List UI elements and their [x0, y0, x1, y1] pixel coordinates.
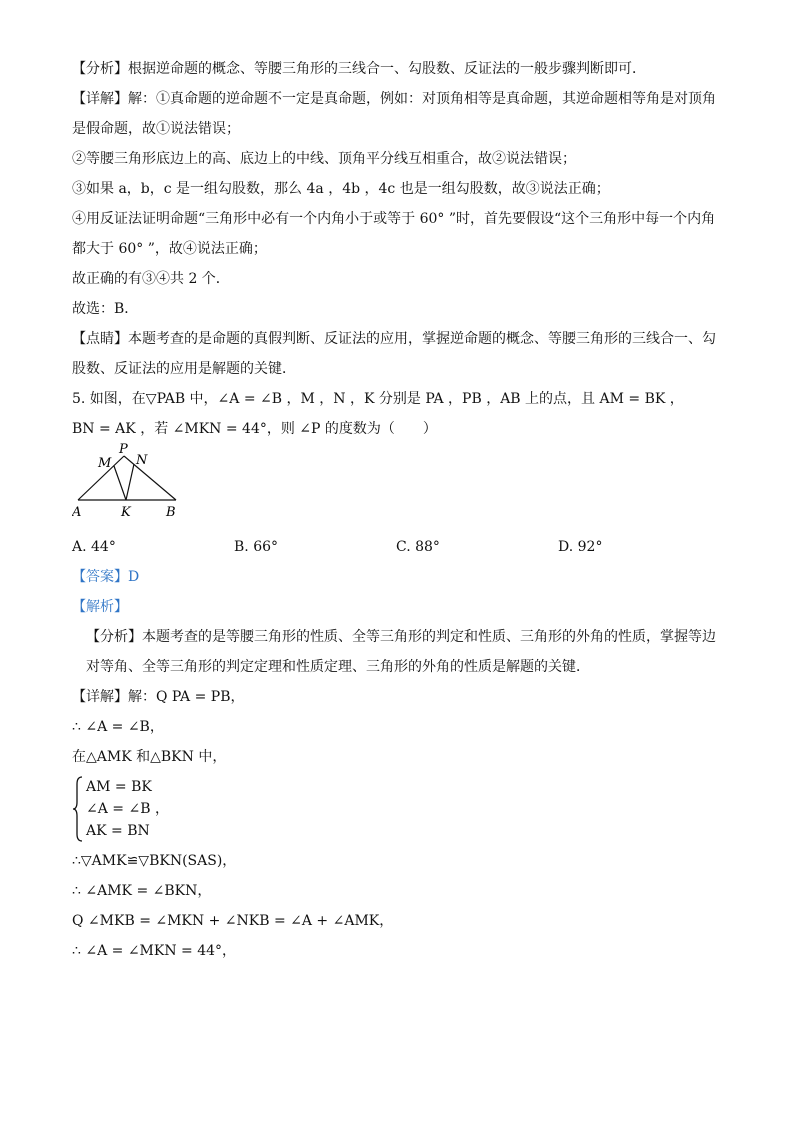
option-b: B. 66° [234, 539, 279, 555]
triangle-diagram [72, 442, 212, 522]
left-brace-icon [72, 776, 84, 842]
detail-line-5: ④用反证法证明命题“三角形中必有一个内角小于或等于 60° ”时，首先要假设“这个三角形中每一个内角 [72, 211, 716, 227]
analysis2-line-1: 【分析】本题考查的是等腰三角形的性质、全等三角形的判定和性质、三角形的外角的性质，掌握等边 [86, 629, 716, 645]
document-page [72, 58, 732, 970]
option-a: A. 44° [72, 539, 116, 555]
solution-step-7: ∴ ∠A = ∠MKN = 44°， [72, 943, 237, 959]
solution-step-2: ∴ ∠A = ∠B， [72, 719, 164, 735]
detail-line-3: ②等腰三角形底边上的高、底边上的中线、顶角平分线互相重合，故②说法错误； [72, 151, 576, 167]
detail-line-2: 是假命题，故①说法错误； [72, 121, 240, 137]
choice-line: 故选：B． [72, 301, 139, 317]
option-d: D. 92° [558, 539, 603, 555]
triangle-figure [72, 442, 732, 522]
brace-line-2: ∠A = ∠B ， [86, 801, 169, 817]
question-stem-line-1: 5. 如图，在▽PAB 中，∠A = ∠B ，M ，N ，K 分别是 PA ，PB ，AB 上的点，且 AM = BK ， [72, 391, 684, 407]
detail-line-1: 【详解】解：①真命题的逆命题不一定是真命题，例如：对顶角相等是真命题，其逆命题相等角是对顶角 [72, 91, 716, 107]
question-stem-line-2: BN = AK ，若 ∠MKN = 44°，则 ∠P 的度数为（ ） [72, 421, 437, 437]
label-p: P [119, 442, 128, 457]
option-c: C. 88° [396, 539, 440, 555]
detail-line-7: 故正确的有③④共 2 个． [72, 271, 230, 287]
solution-step-3: 在△AMK 和△BKN 中， [72, 749, 227, 765]
solution-step-5: ∴ ∠AMK = ∠BKN， [72, 883, 212, 899]
label-k: K [121, 505, 131, 520]
brace-lines [86, 776, 169, 842]
detail-line-4: ③如果 a，b，c 是一组勾股数，那么 4a ，4b ，4c 也是一组勾股数，故③说法正确； [72, 181, 610, 197]
comment-line-1: 【点睛】本题考查的是命题的真假判断、反证法的应用，掌握逆命题的概念、等腰三角形的三线合一、勾 [72, 331, 716, 347]
analysis2-line-2: 对等角、全等三角形的判定定理和性质定理、三角形的外角的性质是解题的关键． [86, 659, 590, 675]
comment-line-2: 股数、反证法的应用是解题的关键． [72, 361, 296, 377]
brace-line-3: AK = BN [86, 823, 150, 839]
label-n: N [136, 453, 148, 468]
label-a: A [72, 505, 82, 520]
answer-line: 【答案】D [72, 569, 140, 585]
solution-step-4: ∴▽AMK≌▽BKN(SAS)， [72, 853, 237, 869]
analysis-line: 【分析】根据逆命题的概念、等腰三角形的三线合一、勾股数、反证法的一般步骤判断即可． [72, 61, 646, 77]
label-b: B [166, 505, 176, 520]
brace-line-1: AM = BK [86, 779, 152, 795]
label-m: M [98, 456, 112, 471]
solution-step-1: 【详解】解：Q PA = PB， [72, 689, 245, 705]
segment-kn [126, 464, 134, 500]
answer-options [72, 536, 732, 558]
segment-pb [124, 456, 176, 500]
detail-line-6: 都大于 60° ”，故④说法正确； [72, 241, 267, 257]
segment-mk [114, 466, 126, 500]
congruence-conditions [72, 776, 732, 840]
explanation-heading: 【解析】 [72, 599, 128, 615]
solution-step-6: Q ∠MKB = ∠MKN + ∠NKB = ∠A + ∠AMK， [72, 913, 394, 929]
